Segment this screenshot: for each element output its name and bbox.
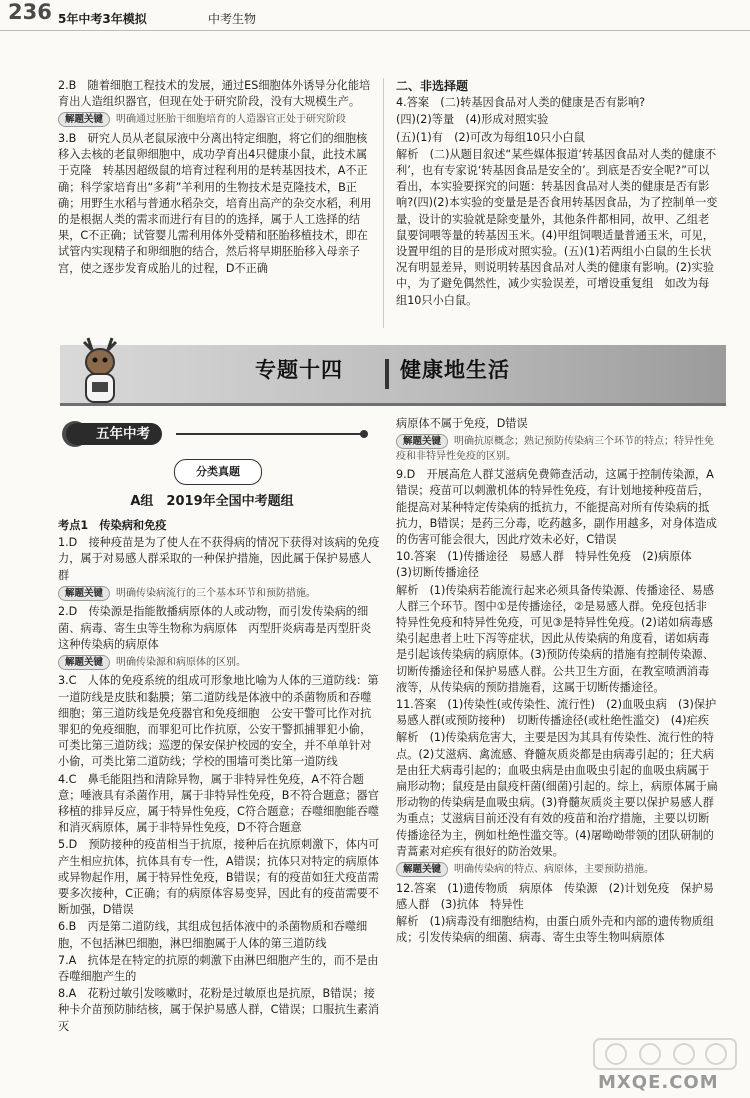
subject-label: 中考生物 xyxy=(208,12,257,26)
category-badge: 分类真题 xyxy=(174,459,262,485)
deer-mascot-icon xyxy=(70,332,130,410)
solution-key-tag: 解题关键 xyxy=(58,112,110,127)
answer-item: 9.D 开展高危人群艾滋病免费筛查活动，这属于控制传染源，A错误；疫苗可以刺激机体的特异性免疫，有计划地接种疫苗后，能提高对某种特定传染病的抵抗力，不能提高对所有传染病的抵抗力，B错误；是药三分毒，吃药越多，副作用越多，对身体造成的伤害可能会很大，因此疗效未必好，C错误 xyxy=(396,468,717,547)
analysis-text: 解析 (1)病毒没有细胞结构，由蛋白质外壳和内部的遗传物质组成；引发传染病的细菌、病毒、寄生虫等生物叫病原体 xyxy=(396,914,714,945)
analysis-text: 解析 (1)传染病危害大，主要是因为其具有传染性、流行性的特点。(2)艾滋病、禽流感、脊髓灰质炎都是由病毒引起的；狂犬病是由狂犬病毒引起的；血吸虫病是由血吸虫引起的血吸虫病属于扁形动物；鼠疫是由鼠疫杆菌(细菌)引起的。综上，病原体属于扁形动物的传染病是血吸虫病。(3)脊髓灰质炎主要以保护易感人群为重点；艾滋病目前还没有有效的疫苗和治疗措施，主要以切断传播途径为主，例如杜绝性滥交等。(4)屠呦呦带领的团队研制的青蒿素对疟疾有很好的防治效果。 xyxy=(396,731,718,858)
solution-key-note xyxy=(58,112,376,128)
topic-banner xyxy=(60,345,726,406)
topic-subtitle: 健康地生活 xyxy=(400,358,510,382)
banner-separator xyxy=(385,359,389,389)
solution-key-tag: 解题关键 xyxy=(396,862,448,877)
solution-key-note xyxy=(396,862,718,878)
answer-item: 4.C 鼻毛能阻挡和清除异物，属于非特异性免疫，A不符合题意；唾液具有杀菌作用，属于非特异性免疫，B不符合题意；器官移植的排异反应，属于特异性免疫，C符合题意；吞噬细胞能吞噬和消灭病原体，属于非特异性免疫，D不符合题意 xyxy=(58,772,380,835)
note-text: 明确抗原概念；熟记预防传染病三个环节的特点；特异性免疫和非特异性免疫的区别。 xyxy=(396,436,715,462)
answer-item: 3.B 研究人员从老鼠尿液中分离出特定细胞，将它们的细胞核移入去核的老鼠卵细胞中，成功孕育出4只健康小鼠，此技术属于克隆 转基因超级鼠的培育过程利用的是转基因技术，A不正确；科学家培育出“多莉”羊利用的生物技术是克隆技术，B正确；用野生水稻与普通水稻杂交，培育出高产的杂交水稻，利用的是根据人类的需求而进行有目的的选择，属于人工选择的结果，C不正确；试管婴儿需利用体外受精和胚胎移植技术，即在试管内实现精子和卵细胞的结合，然后将早期胚胎移入母亲子宫，使之逐步发育成胎儿的过程，D不正确 xyxy=(58,131,372,275)
note-text: 明确通过胚胎干细胞培育的人造器官正处于研究阶段 xyxy=(116,114,347,126)
solution-key-note xyxy=(58,586,380,602)
series-title: 5年中考3年模拟 xyxy=(58,12,147,26)
answer-item: 6.B 丙是第二道防线，其组成包括体液中的杀菌物质和吞噬细胞，不包括淋巴细胞，淋巴细胞属于人体的第三道防线 xyxy=(58,920,368,950)
five-year-bar xyxy=(58,420,370,448)
analysis-text: 解析 (二)从题目叙述“某些媒体报道‘转基因食品对人类的健康不利’，也有专家说‘转基因食品是安全的’。到底是否安全呢?”可以看出，本实验要探究的问题：转基因食品对人类的健康是否有影响?(四)(2)本实验的变量是是否食用转基因食品，为了控制单一变量，设计的实验就是除变量外，其他条件都相同，故甲、乙组老鼠要饲喂等量的转基因玉米。(4)甲组饲喂适量普通玉米，可见，设置甲组的目的是形成对照实验。(五)(1)若两组小白鼠的生长状况有明显差异，则说明转基因食品对人类的健康有影响。(2)实验中，为了避免偶然性，减少实验误差，可增设重复组 如改为每组10只小白鼠。 xyxy=(396,147,718,307)
note-text: 明确传染病流行的三个基本环节和预防措施。 xyxy=(116,587,317,599)
solution-key-tag: 解题关键 xyxy=(396,434,448,449)
answer-item: 病原体不属于免疫，D错误 xyxy=(396,417,528,430)
answer-item: 2.B 随着细胞工程技术的发展，通过ES细胞体外诱导分化能培育出人造组织器官，但现在处于研究阶段，没有大规模生产。 xyxy=(58,79,371,109)
solution-key-tag: 解题关键 xyxy=(58,655,110,670)
column-divider xyxy=(383,78,384,328)
page-header xyxy=(0,0,750,31)
answer-item: 3.C 人体的免疫系统的组成可形象地比喻为人体的三道防线：第一道防线是皮肤和黏膜；第二道防线是体液中的杀菌物质和吞噬细胞；第三道防线是免疫器官和免疫细胞 公安干警可比作对抗罪犯的免疫细胞，而罪犯可比作抗原，公安干警抓捕罪犯小偷，可类比第三道防线；巡逻的保安保护校园的安全，并不单单针对小偷，可类比第二道防线；学校的围墙可类比第一道防线 xyxy=(58,674,379,769)
answer-item: (四)(2)等量 (4)形成对照实验 xyxy=(396,113,549,127)
answer-item: (五)(1)有 (2)可改为每组10只小白鼠 xyxy=(396,130,585,144)
answer-item: 1.D 接种疫苗是为了使人在不获得病的情况下获得对该病的免疫力，属于对易感人群采取的一种保护措施，因此属于保护易感人群 xyxy=(58,536,380,582)
left-column xyxy=(58,518,380,1036)
topic-title: 专题十四 xyxy=(255,358,343,382)
solution-key-tag: 解题关键 xyxy=(58,586,110,601)
right-column xyxy=(396,416,718,947)
answer-item: 10.答案 (1)传播途径 易感人群 特异性免疫 (2)病原体 (3)切断传播途径 xyxy=(396,550,703,580)
page-number: 236 xyxy=(8,0,52,24)
answer-item: 11.答案 (1)传染性(或传染性、流行性) (2)血吸虫病 (3)保护易感人群(或预防接种) 切断传播途径(或杜绝性滥交) (4)疟疾 xyxy=(396,698,717,728)
note-text: 明确传染源和病原体的区别。 xyxy=(116,656,247,668)
topic-heading: 考点1 传染病和免疫 xyxy=(58,519,167,532)
answer-item: 5.D 预防接种的疫苗相当于抗原，接种后在抗原刺激下，体内可产生相应抗体，抗体具有专一性，A错误；抗体只对特定的病原体或异物起作用，属于特异性免疫，B错误；有的疫苗如狂犬疫苗需要多次接种，C正确；有的病原体容易变异，因此有的疫苗需要不断加强，D错误 xyxy=(58,838,380,917)
five-year-label: 五年中考 xyxy=(66,423,162,445)
divider-dot xyxy=(360,430,368,438)
divider-line xyxy=(176,433,366,435)
answer-item: 2.D 传染源是指能散播病原体的人或动物，而引发传染病的细菌、病毒、寄生虫等生物称为病原体 丙型肝炎病毒是丙型肝炎这种传染病的病原体 xyxy=(58,605,372,651)
top-left-column xyxy=(58,78,376,278)
solution-key-note xyxy=(396,434,718,464)
note-text: 明确传染病的特点、病原体，主要预防措施。 xyxy=(454,864,655,876)
answer-item: 8.A 花粉过敏引发咳嗽时，花粉是过敏原也是抗原，B错误；接种卡介苗预防肺结核，属于保护易感人群，C错误；口服抗生素消灭 xyxy=(58,987,380,1033)
answer-item: 12.答案 (1)遗传物质 病原体 传染源 (2)计划免疫 保护易感人群 (3)抗体 特异性 xyxy=(396,881,714,911)
top-right-column xyxy=(396,78,718,310)
section-heading: 二、非选择题 xyxy=(396,79,469,93)
watermark-text: MXQE.COM xyxy=(598,1072,719,1093)
answer-item: 7.A 抗体是在特定的抗原的刺激下由淋巴细胞产生的，而不是由吞噬细胞产生的 xyxy=(58,953,379,984)
answer-item: 4.答案 (二)转基因食品对人类的健康是否有影响? xyxy=(396,96,646,110)
analysis-text: 解析 (1)传染病若能流行起来必须具备传染源、传播途径、易感人群三个环节。图中①是传播途径，②是易感人群。免疫包括非特异性免疫和特异性免疫，可见③是特异性免疫。(2)诺如病毒感染引起患者上吐下泻等症状，因此从传染病的角度看，诺如病毒是引起该传染病的病原体。(3)预防传染病的措施有控制传染源、切断传播途径和保护易感人群。公共卫生方面，在教室喷洒消毒液等，从传染病的预防措施看，这属于切断传播途径。 xyxy=(396,583,714,694)
solution-key-note xyxy=(58,655,380,671)
group-title: A组 2019年全国中考题组 xyxy=(130,494,294,509)
